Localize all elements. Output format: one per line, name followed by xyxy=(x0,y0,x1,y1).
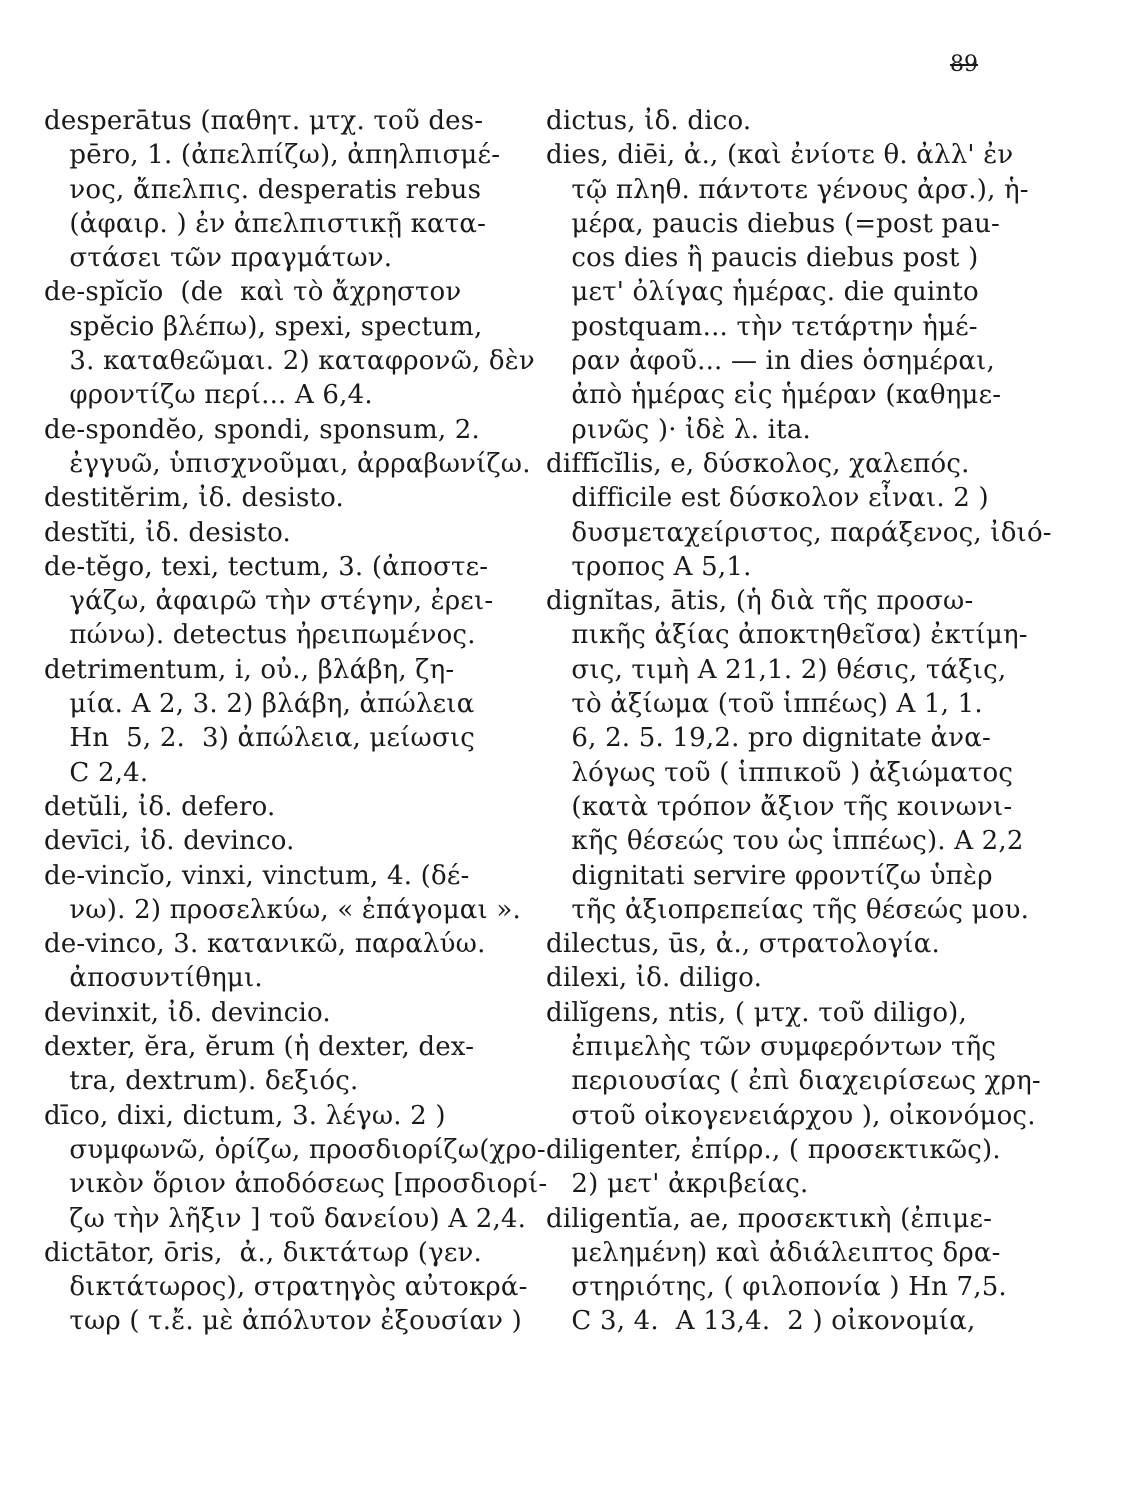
dictionary-line: ἀπὸ ἡμέρας εἰς ἡμέραν (καθημε- xyxy=(546,380,1002,411)
dictionary-line: συμφωνῶ, ὁρίζω, προσδιορίζω(χρο- xyxy=(44,1134,546,1165)
dictionary-line: σις, τιμὴ Α 21,1. 2) θέσις, τάξις, xyxy=(546,654,1007,685)
dictionary-line: λόγως τοῦ ( ἱππικοῦ ) ἀξιώματος xyxy=(546,757,1014,788)
dictionary-line: ἐγγυῶ, ὑπισχνοῦμαι, ἀρραβωνίζω. xyxy=(44,448,531,479)
dictionary-line: postquam... τὴν τετάρτην ἡμέ- xyxy=(546,311,978,342)
dictionary-line: dilectus, ūs, ἀ., στρατολογία. xyxy=(546,929,940,960)
dictionary-line: dignĭtas, ātis, (ἡ διὰ τῆς προσω- xyxy=(546,586,974,617)
dictionary-line: de-tĕgo, texi, tectum, 3. (ἀποστε- xyxy=(44,551,489,582)
dictionary-line: cos dies ἢ paucis diebus post ) xyxy=(546,243,979,274)
dictionary-line: μελημένη) καὶ ἀδιάλειπτος δρα- xyxy=(546,1237,1001,1268)
dictionary-line: detŭli, ἰδ. defero. xyxy=(44,791,276,822)
dictionary-line: μετ' ὀλίγας ἡμέρας. die quinto xyxy=(546,277,979,308)
dictionary-line: (ἀφαιρ. ) ἐν ἀπελπιστικῇ κατα- xyxy=(44,208,487,239)
dictionary-line: τὸ ἀξίωμα (τοῦ ἱππέως) Α 1, 1. xyxy=(546,689,983,720)
dictionary-line: κῆς θέσεώς του ὡς ἱππέως). Α 2,2 xyxy=(546,826,1024,857)
dictionary-line: τῆς ἀξιοπρεπείας τῆς θέσεώς μου. xyxy=(546,894,1030,925)
dictionary-line: τῷ πληθ. πάντοτε γένους ἀρσ.), ἡ- xyxy=(546,174,1029,205)
dictionary-line: φροντίζω περί... Α 6,4. xyxy=(44,380,373,411)
dictionary-line: de-vinco, 3. κατανικῶ, παραλύω. xyxy=(44,929,486,960)
dictionary-line: 3. καταθεῶμαι. 2) καταφρονῶ, δὲν xyxy=(44,346,535,377)
dictionary-line: περιουσίας ( ἐπὶ διαχειρίσεως χρη- xyxy=(546,1066,1041,1097)
dictionary-line: στάσει τῶν πραγμάτων. xyxy=(44,243,393,274)
dictionary-line: difficile est δύσκολον εἶναι. 2 ) xyxy=(546,483,989,514)
dictionary-line: devinxit, ἰδ. devincio. xyxy=(44,997,331,1028)
dictionary-line: πικῆς ἀξίας ἀποκτηθεῖσα) ἐκτίμη- xyxy=(546,620,1028,651)
dictionary-line: dies, diēi, ἀ., (καὶ ἐνίοτε θ. ἀλλ' ἐν xyxy=(546,140,1014,171)
dictionary-line: dīco, dixi, dictum, 3. λέγω. 2 ) xyxy=(44,1100,446,1131)
dictionary-line: ραν ἀφοῦ... — in dies ὁσημέραι, xyxy=(546,346,995,377)
dictionary-line: ἀποσυντίθημι. xyxy=(44,963,263,994)
dictionary-line: de-vincĭo, vinxi, vinctum, 4. (δέ- xyxy=(44,860,470,891)
dictionary-line: destitĕrim, ἰδ. desisto. xyxy=(44,483,345,514)
dictionary-line: diligenter, ἐπίρρ., ( προσεκτικῶς). xyxy=(546,1134,1001,1165)
dictionary-line: γάζω, ἀφαιρῶ τὴν στέγην, ἐρει- xyxy=(44,586,494,617)
dictionary-line: dictātor, ōris, ἀ., δικτάτωρ (γεν. xyxy=(44,1237,482,1268)
dictionary-line: δικτάτωρος), στρατηγὸς αὐτοκρά- xyxy=(44,1272,528,1303)
dictionary-line: dilexi, ἰδ. diligo. xyxy=(546,963,763,994)
dictionary-line: dexter, ĕra, ĕrum (ἡ dexter, dex- xyxy=(44,1032,475,1063)
dictionary-line: ζω τὴν λῆξιν ] τοῦ δανείου) Α 2,4. xyxy=(44,1203,527,1234)
dictionary-line: 2) μετ' ἀκριβείας. xyxy=(546,1169,809,1200)
dictionary-line: πώνω). detectus ἠρειπωμένος. xyxy=(44,620,476,651)
dictionary-line: dictus, ἰδ. dico. xyxy=(546,106,752,136)
page-number: 89 xyxy=(950,52,978,77)
dictionary-line: δυσμεταχείριστος, παράξενος, ἰδιό- xyxy=(546,517,1052,548)
dictionary-line: νος, ἄπελπις. desperatis rebus xyxy=(44,174,482,205)
dictionary-line: de-spondĕo, spondi, sponsum, 2. xyxy=(44,414,480,445)
right-column xyxy=(546,104,1052,1339)
dictionary-line: ἐπιμελὴς τῶν συμφερόντων τῆς xyxy=(546,1032,997,1063)
left-column xyxy=(44,104,548,1339)
dictionary-line: dilĭgens, ntis, ( μτχ. τοῦ diligo), xyxy=(546,997,967,1028)
dictionary-line: Ηn 5, 2. 3) ἀπώλεια, μείωσις xyxy=(44,723,476,754)
dictionary-line: desperātus (παθητ. μτχ. τοῦ des- xyxy=(44,106,484,136)
dictionary-line: C 2,4. xyxy=(44,757,149,788)
dictionary-line: νικὸν ὅριον ἀποδόσεως [προσδιορί- xyxy=(44,1169,548,1200)
dictionary-line: devīci, ἰδ. devinco. xyxy=(44,826,295,857)
dictionary-line: pēro, 1. (ἀπελπίζω), ἀπηλπισμέ- xyxy=(44,140,501,171)
dictionary-line: μέρα, paucis diebus (=post pau- xyxy=(546,208,1001,239)
dictionary-line: τωρ ( τ.ἔ. μὲ ἀπόλυτον ἐξουσίαν ) xyxy=(44,1306,522,1337)
dictionary-line: στηριότης, ( φιλοπονία ) Ηn 7,5. xyxy=(546,1272,1007,1303)
dictionary-line: de-spĭcĭo (de καὶ τὸ ἄχρηστον xyxy=(44,277,462,308)
dictionary-line: diligentĭa, ae, προσεκτικὴ (ἐπιμε- xyxy=(546,1203,993,1234)
dictionary-line: spĕcio βλέπω), spexi, spectum, xyxy=(44,311,483,342)
dictionary-line: μία. Α 2, 3. 2) βλάβη, ἀπώλεια xyxy=(44,689,475,720)
dictionary-line: 6, 2. 5. 19,2. pro dignitate ἀνα- xyxy=(546,723,992,754)
dictionary-line: ρινῶς )· ἰδὲ λ. ita. xyxy=(546,414,811,445)
dictionary-line: detrimentum, i, οὐ., βλάβη, ζη- xyxy=(44,654,455,685)
dictionary-line: tra, dextrum). δεξιός. xyxy=(44,1066,359,1097)
dictionary-line: νω). 2) προσελκύω, « ἐπάγομαι ». xyxy=(44,894,521,925)
dictionary-line: C 3, 4. Α 13,4. 2 ) οἰκονομία, xyxy=(546,1306,976,1337)
dictionary-line: destĭti, ἰδ. desisto. xyxy=(44,517,291,548)
dictionary-line: diffĭcĭlis, e, δύσκολος, χαλεπός. xyxy=(546,448,970,479)
dictionary-line: dignitati servire φροντίζω ὑπὲρ xyxy=(546,860,993,891)
dictionary-line: τροπος Α 5,1. xyxy=(546,551,752,582)
dictionary-line: (κατὰ τρόπον ἄξιον τῆς κοινωνι- xyxy=(546,791,1013,822)
dictionary-line: στοῦ οἰκογενειάρχου ), οἰκονόμος. xyxy=(546,1100,1036,1131)
